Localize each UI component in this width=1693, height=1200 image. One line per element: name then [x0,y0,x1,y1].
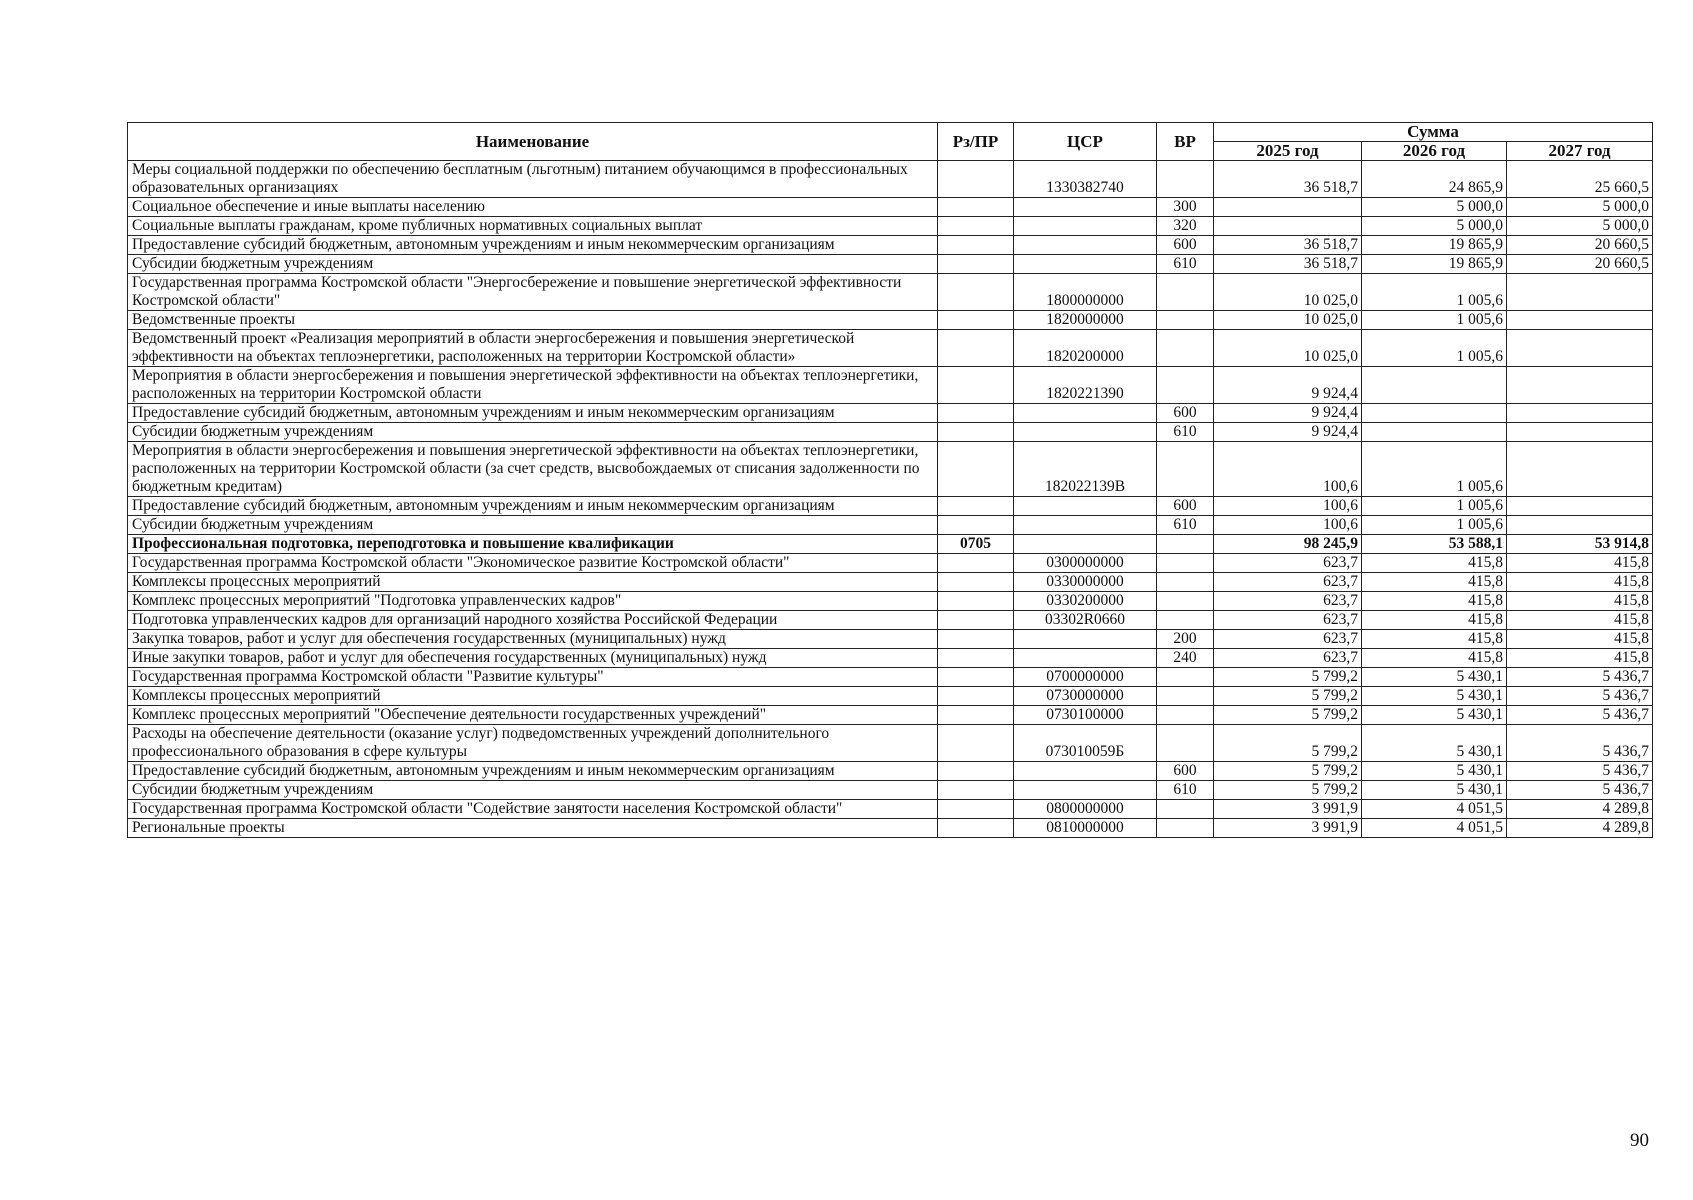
row-rzpr [938,800,1014,819]
row-amount-2026: 19 865,9 [1362,236,1507,255]
table-row [128,330,1653,367]
row-amount-2027 [1507,404,1653,423]
row-rzpr [938,404,1014,423]
table-row [128,255,1653,274]
row-vr [1157,161,1214,198]
row-csr [1014,516,1157,535]
row-vr [1157,442,1214,497]
table-row [128,668,1653,687]
row-amount-2026: 5 430,1 [1362,725,1507,762]
row-amount-2026: 1 005,6 [1362,311,1507,330]
row-amount-2025: 5 799,2 [1214,725,1362,762]
row-name: Меры социальной поддержки по обеспечению бесплатным (льготным) питанием обучающимся в профессиональных образовательных организациях [128,161,938,198]
row-csr: 1820221390 [1014,367,1157,404]
budget-table [127,122,1653,838]
row-vr [1157,611,1214,630]
row-csr: 0800000000 [1014,800,1157,819]
row-amount-2025: 36 518,7 [1214,255,1362,274]
row-rzpr [938,274,1014,311]
row-csr: 182022139В [1014,442,1157,497]
row-csr [1014,649,1157,668]
row-rzpr [938,668,1014,687]
row-amount-2027 [1507,497,1653,516]
header-year-2027: 2027 год [1507,142,1653,161]
row-name: Государственная программа Костромской области "Энергосбережение и повышение энергетической эффективности Костромской области" [128,274,938,311]
row-csr [1014,630,1157,649]
row-csr: 0300000000 [1014,554,1157,573]
row-vr [1157,687,1214,706]
row-amount-2025: 3 991,9 [1214,819,1362,838]
row-amount-2027: 20 660,5 [1507,236,1653,255]
table-row [128,236,1653,255]
row-amount-2025: 623,7 [1214,554,1362,573]
row-amount-2027: 415,8 [1507,592,1653,611]
table-row [128,687,1653,706]
row-vr [1157,367,1214,404]
header-name: Наименование [128,123,938,161]
row-amount-2026: 415,8 [1362,611,1507,630]
row-amount-2025: 9 924,4 [1214,423,1362,442]
table-row [128,217,1653,236]
row-rzpr [938,423,1014,442]
row-csr: 0700000000 [1014,668,1157,687]
table-row [128,367,1653,404]
row-name: Субсидии бюджетным учреждениям [128,516,938,535]
row-csr [1014,255,1157,274]
row-vr [1157,819,1214,838]
row-amount-2026 [1362,367,1507,404]
row-name: Иные закупки товаров, работ и услуг для обеспечения государственных (муниципальных) нужд [128,649,938,668]
row-name: Комплексы процессных мероприятий [128,573,938,592]
table-row [128,404,1653,423]
row-amount-2026: 5 430,1 [1362,706,1507,725]
row-amount-2026: 5 430,1 [1362,668,1507,687]
row-amount-2025: 5 799,2 [1214,687,1362,706]
row-vr: 610 [1157,255,1214,274]
row-vr [1157,800,1214,819]
row-amount-2025 [1214,217,1362,236]
row-amount-2026: 415,8 [1362,649,1507,668]
row-rzpr [938,367,1014,404]
row-vr [1157,592,1214,611]
table-row [128,800,1653,819]
row-amount-2027: 5 436,7 [1507,725,1653,762]
row-amount-2025: 100,6 [1214,497,1362,516]
row-name: Предоставление субсидий бюджетным, автономным учреждениям и иным некоммерческим организациям [128,404,938,423]
row-csr: 0330000000 [1014,573,1157,592]
row-vr: 600 [1157,404,1214,423]
row-amount-2027: 5 436,7 [1507,668,1653,687]
row-csr [1014,217,1157,236]
row-name: Мероприятия в области энергосбережения и повышения энергетической эффективности на объектах теплоэнергетики, расположенных на территории Костромской области [128,367,938,404]
row-name: Предоставление субсидий бюджетным, автономным учреждениям и иным некоммерческим организациям [128,497,938,516]
row-amount-2025: 36 518,7 [1214,161,1362,198]
row-amount-2025: 9 924,4 [1214,367,1362,404]
row-rzpr [938,311,1014,330]
row-amount-2027 [1507,442,1653,497]
header-rzpr: Рз/ПР [938,123,1014,161]
row-vr [1157,706,1214,725]
row-vr: 600 [1157,497,1214,516]
row-rzpr [938,592,1014,611]
row-rzpr [938,554,1014,573]
table-row [128,725,1653,762]
row-amount-2025: 10 025,0 [1214,274,1362,311]
row-amount-2026: 1 005,6 [1362,516,1507,535]
row-amount-2027 [1507,516,1653,535]
row-csr [1014,535,1157,554]
row-name: Государственная программа Костромской области "Содействие занятости населения Костромской области" [128,800,938,819]
row-rzpr [938,330,1014,367]
row-amount-2025: 623,7 [1214,611,1362,630]
row-rzpr [938,198,1014,217]
row-vr [1157,535,1214,554]
row-amount-2025: 9 924,4 [1214,404,1362,423]
row-amount-2025: 5 799,2 [1214,781,1362,800]
row-csr: 0730000000 [1014,687,1157,706]
budget-table-container [127,122,1652,838]
row-name: Ведомственные проекты [128,311,938,330]
row-vr: 300 [1157,198,1214,217]
row-amount-2025: 100,6 [1214,516,1362,535]
row-rzpr [938,687,1014,706]
row-rzpr [938,725,1014,762]
row-amount-2027: 5 436,7 [1507,781,1653,800]
row-amount-2026: 415,8 [1362,592,1507,611]
table-row [128,781,1653,800]
row-name: Социальное обеспечение и иные выплаты населению [128,198,938,217]
row-csr: 0810000000 [1014,819,1157,838]
row-rzpr [938,442,1014,497]
row-vr: 600 [1157,762,1214,781]
row-amount-2026: 53 588,1 [1362,535,1507,554]
header-csr: ЦСР [1014,123,1157,161]
row-amount-2026: 415,8 [1362,554,1507,573]
row-amount-2025 [1214,198,1362,217]
table-row [128,819,1653,838]
row-amount-2026: 4 051,5 [1362,819,1507,838]
page-number: 90 [1630,1130,1649,1151]
row-amount-2026: 24 865,9 [1362,161,1507,198]
row-amount-2026: 5 430,1 [1362,762,1507,781]
row-name: Закупка товаров, работ и услуг для обеспечения государственных (муниципальных) нужд [128,630,938,649]
row-vr: 600 [1157,236,1214,255]
row-vr [1157,554,1214,573]
row-amount-2026: 415,8 [1362,630,1507,649]
row-amount-2027: 5 000,0 [1507,217,1653,236]
row-amount-2026: 415,8 [1362,573,1507,592]
header-sum: Сумма [1214,123,1653,142]
row-vr [1157,573,1214,592]
row-amount-2027: 20 660,5 [1507,255,1653,274]
row-name: Предоставление субсидий бюджетным, автономным учреждениям и иным некоммерческим организациям [128,762,938,781]
row-rzpr [938,497,1014,516]
row-name: Ведомственный проект «Реализация мероприятий в области энергосбережения и повышения энергетической эффективности на объектах теплоэнергетики, расположенных на территории Костромской области» [128,330,938,367]
table-body [128,161,1653,838]
row-amount-2025: 5 799,2 [1214,706,1362,725]
row-amount-2025: 98 245,9 [1214,535,1362,554]
table-row [128,592,1653,611]
header-vr: ВР [1157,123,1214,161]
row-amount-2026: 5 430,1 [1362,781,1507,800]
row-rzpr [938,630,1014,649]
row-amount-2025: 623,7 [1214,592,1362,611]
row-name: Комплексы процессных мероприятий [128,687,938,706]
table-row [128,497,1653,516]
row-vr: 200 [1157,630,1214,649]
row-amount-2027: 4 289,8 [1507,800,1653,819]
row-csr [1014,762,1157,781]
table-row [128,535,1653,554]
row-csr: 0730100000 [1014,706,1157,725]
row-amount-2025: 100,6 [1214,442,1362,497]
row-rzpr [938,161,1014,198]
row-vr [1157,330,1214,367]
row-amount-2027 [1507,423,1653,442]
row-rzpr [938,781,1014,800]
table-row [128,611,1653,630]
row-amount-2026 [1362,423,1507,442]
row-name: Мероприятия в области энергосбережения и повышения энергетической эффективности на объектах теплоэнергетики, расположенных на территории Костромской области (за счет средств, высвобождаемых от списания задолженности по бюджетным кредитам) [128,442,938,497]
table-row [128,630,1653,649]
row-amount-2026 [1362,404,1507,423]
row-amount-2025: 10 025,0 [1214,311,1362,330]
table-row [128,554,1653,573]
table-row [128,762,1653,781]
row-amount-2027 [1507,274,1653,311]
row-vr: 320 [1157,217,1214,236]
row-csr: 1800000000 [1014,274,1157,311]
row-amount-2025: 36 518,7 [1214,236,1362,255]
row-amount-2025: 10 025,0 [1214,330,1362,367]
header-year-2026: 2026 год [1362,142,1507,161]
row-rzpr [938,706,1014,725]
row-csr [1014,236,1157,255]
row-amount-2026: 4 051,5 [1362,800,1507,819]
row-rzpr [938,611,1014,630]
row-name: Региональные проекты [128,819,938,838]
row-amount-2027: 5 436,7 [1507,706,1653,725]
row-vr: 240 [1157,649,1214,668]
row-name: Субсидии бюджетным учреждениям [128,255,938,274]
row-csr: 1820200000 [1014,330,1157,367]
row-amount-2027: 5 436,7 [1507,687,1653,706]
row-amount-2027: 53 914,8 [1507,535,1653,554]
row-amount-2027: 25 660,5 [1507,161,1653,198]
row-csr: 1330382740 [1014,161,1157,198]
row-amount-2026: 1 005,6 [1362,442,1507,497]
row-vr [1157,725,1214,762]
row-vr [1157,311,1214,330]
row-vr: 610 [1157,516,1214,535]
row-csr: 073010059Б [1014,725,1157,762]
row-csr: 03302R0660 [1014,611,1157,630]
row-name: Предоставление субсидий бюджетным, автономным учреждениям и иным некоммерческим организациям [128,236,938,255]
row-rzpr [938,516,1014,535]
row-amount-2027: 5 000,0 [1507,198,1653,217]
row-rzpr: 0705 [938,535,1014,554]
row-name: Подготовка управленческих кадров для организаций народного хозяйства Российской Федерации [128,611,938,630]
row-amount-2025: 5 799,2 [1214,762,1362,781]
row-amount-2025: 5 799,2 [1214,668,1362,687]
header-row-top [128,123,1653,142]
row-amount-2026: 1 005,6 [1362,497,1507,516]
row-amount-2027: 415,8 [1507,649,1653,668]
row-name: Государственная программа Костромской области "Экономическое развитие Костромской области" [128,554,938,573]
row-name: Субсидии бюджетным учреждениям [128,781,938,800]
row-amount-2027: 4 289,8 [1507,819,1653,838]
row-name: Комплекс процессных мероприятий "Обеспечение деятельности государственных учреждений" [128,706,938,725]
row-vr: 610 [1157,781,1214,800]
row-rzpr [938,573,1014,592]
row-vr [1157,274,1214,311]
row-name: Государственная программа Костромской области "Развитие культуры" [128,668,938,687]
row-vr [1157,668,1214,687]
row-amount-2027: 415,8 [1507,554,1653,573]
row-amount-2026: 5 000,0 [1362,198,1507,217]
table-row [128,274,1653,311]
row-amount-2026: 5 000,0 [1362,217,1507,236]
row-amount-2026: 5 430,1 [1362,687,1507,706]
row-amount-2027: 415,8 [1507,630,1653,649]
table-row [128,198,1653,217]
row-rzpr [938,255,1014,274]
row-rzpr [938,236,1014,255]
row-amount-2025: 3 991,9 [1214,800,1362,819]
row-rzpr [938,762,1014,781]
row-amount-2027 [1507,367,1653,404]
row-rzpr [938,217,1014,236]
table-row [128,311,1653,330]
row-csr [1014,497,1157,516]
header-year-2025: 2025 год [1214,142,1362,161]
row-amount-2026: 1 005,6 [1362,330,1507,367]
row-name: Субсидии бюджетным учреждениям [128,423,938,442]
row-csr: 0330200000 [1014,592,1157,611]
row-amount-2025: 623,7 [1214,630,1362,649]
row-rzpr [938,649,1014,668]
row-name: Профессиональная подготовка, переподготовка и повышение квалификации [128,535,938,554]
table-row [128,423,1653,442]
row-amount-2027 [1507,311,1653,330]
row-vr: 610 [1157,423,1214,442]
row-name: Социальные выплаты гражданам, кроме публичных нормативных социальных выплат [128,217,938,236]
row-csr [1014,198,1157,217]
row-amount-2025: 623,7 [1214,573,1362,592]
table-row [128,516,1653,535]
row-amount-2027 [1507,330,1653,367]
row-name: Комплекс процессных мероприятий "Подготовка управленческих кадров" [128,592,938,611]
row-amount-2025: 623,7 [1214,649,1362,668]
row-name: Расходы на обеспечение деятельности (оказание услуг) подведомственных учреждений дополнительного профессионального образования в сфере культуры [128,725,938,762]
table-row [128,161,1653,198]
row-csr: 1820000000 [1014,311,1157,330]
row-csr [1014,404,1157,423]
row-rzpr [938,819,1014,838]
row-amount-2026: 19 865,9 [1362,255,1507,274]
table-row [128,649,1653,668]
table-row [128,706,1653,725]
row-csr [1014,781,1157,800]
table-row [128,573,1653,592]
row-amount-2026: 1 005,6 [1362,274,1507,311]
table-row [128,442,1653,497]
row-amount-2027: 5 436,7 [1507,762,1653,781]
row-csr [1014,423,1157,442]
row-amount-2027: 415,8 [1507,611,1653,630]
row-amount-2027: 415,8 [1507,573,1653,592]
